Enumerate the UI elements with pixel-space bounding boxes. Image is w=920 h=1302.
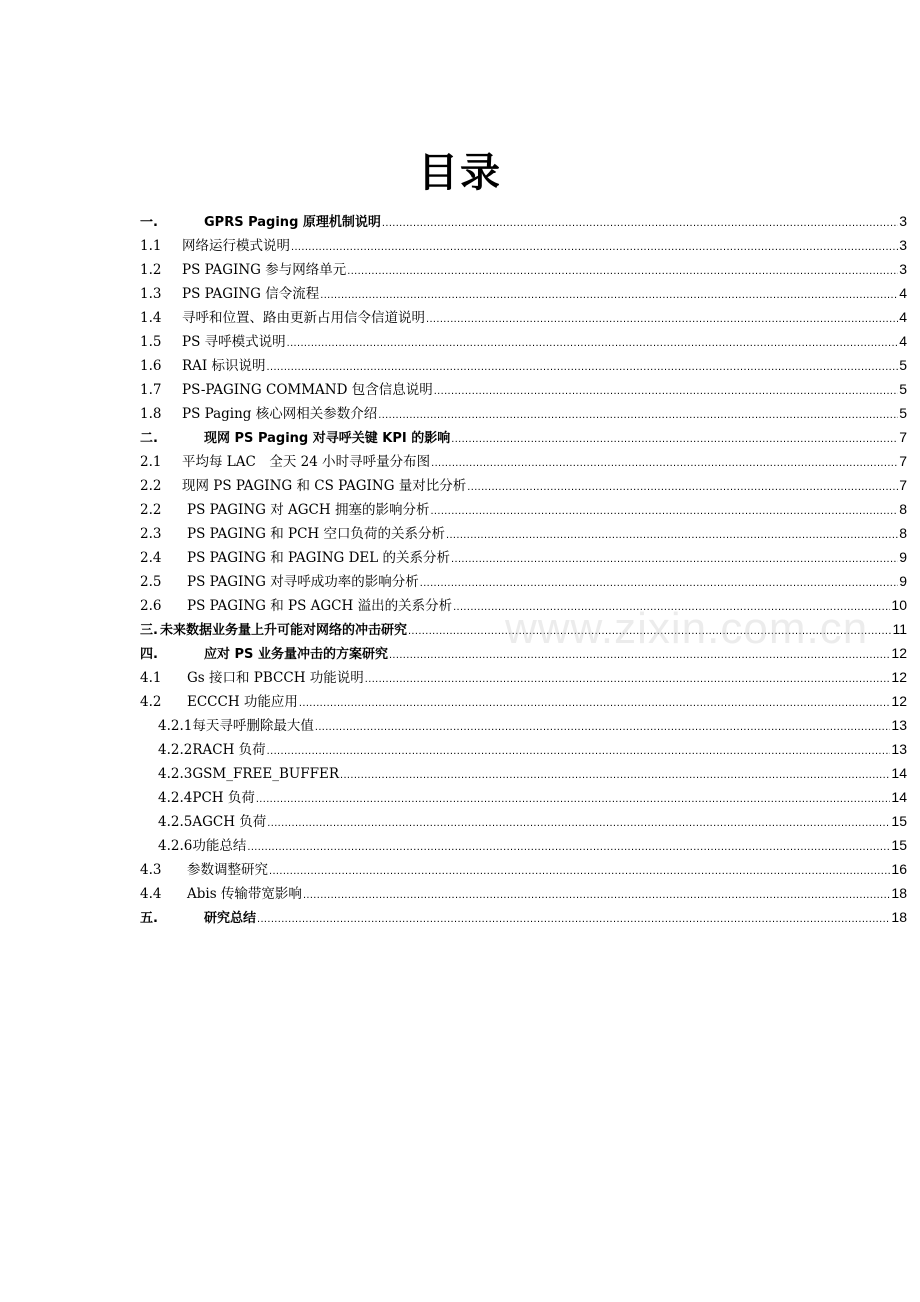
toc-entry-number: 2.6 xyxy=(140,598,162,614)
toc-entry-number: 4.4 xyxy=(140,886,162,902)
toc-entry-number: 五. xyxy=(140,911,158,926)
toc-entry-number: 4.2.6 xyxy=(158,838,193,854)
toc-entry-number: 4.2.4 xyxy=(158,790,193,806)
toc-entry-page: 4 xyxy=(899,309,907,325)
toc-entry[interactable] xyxy=(140,473,907,497)
toc-entry-page: 12 xyxy=(891,669,907,685)
toc-entry[interactable] xyxy=(140,233,907,257)
toc-dot-leader xyxy=(291,235,898,259)
toc-entry[interactable] xyxy=(140,449,907,473)
toc-entry-title: 现网 PS PAGING 和 CS PAGING 量对比分析 xyxy=(182,478,467,494)
toc-entry-page: 12 xyxy=(891,693,907,709)
toc-entry-number: 4.2 xyxy=(140,694,162,710)
toc-entry-page: 18 xyxy=(891,909,907,925)
toc-entry-page: 7 xyxy=(899,429,907,445)
toc-entry-title: GPRS Paging 原理机制说明 xyxy=(204,215,381,230)
toc-entry-number: 4.3 xyxy=(140,862,162,878)
toc-dot-leader xyxy=(303,883,890,907)
toc-dot-leader xyxy=(430,499,898,523)
toc-dot-leader xyxy=(434,379,898,403)
toc-entry-title: 功能总结 xyxy=(192,838,247,854)
table-of-contents xyxy=(140,209,907,929)
toc-entry[interactable] xyxy=(140,881,907,905)
toc-entry-number: 4.2.5 xyxy=(158,814,193,830)
toc-entry-page: 4 xyxy=(899,333,907,349)
toc-entry-number: 三. xyxy=(140,623,158,638)
toc-dot-leader xyxy=(365,667,891,691)
toc-entry-page: 5 xyxy=(899,357,907,373)
toc-entry-number: 2.4 xyxy=(140,550,162,566)
toc-dot-leader xyxy=(267,811,890,835)
toc-entry-page: 3 xyxy=(899,261,907,277)
toc-entry-number: 1.3 xyxy=(140,286,162,302)
toc-entry[interactable] xyxy=(140,257,907,281)
toc-dot-leader xyxy=(451,427,898,451)
toc-dot-leader xyxy=(420,571,898,595)
toc-entry[interactable] xyxy=(140,569,907,593)
toc-entry[interactable] xyxy=(140,281,907,305)
toc-entry-page: 12 xyxy=(891,645,907,661)
toc-dot-leader xyxy=(299,691,891,715)
toc-entry[interactable] xyxy=(140,857,907,881)
toc-dot-leader xyxy=(378,403,898,427)
toc-entry-title: 平均每 LAC 全天 24 小时寻呼量分布图 xyxy=(182,454,431,470)
toc-entry-title: PS Paging 核心网相关参数介绍 xyxy=(182,406,378,422)
toc-entry[interactable] xyxy=(140,713,907,737)
toc-dot-leader xyxy=(267,355,899,379)
toc-dot-leader xyxy=(256,787,891,811)
toc-entry[interactable] xyxy=(140,617,907,641)
toc-entry-number: 4.2.1 xyxy=(158,718,193,734)
toc-entry-title: PS PAGING 和 PS AGCH 溢出的关系分析 xyxy=(187,598,453,614)
toc-entry-page: 8 xyxy=(899,525,907,541)
toc-entry-title: 现网 PS Paging 对寻呼关键 KPI 的影响 xyxy=(204,431,451,446)
toc-entry[interactable] xyxy=(140,401,907,425)
toc-dot-leader xyxy=(408,619,891,643)
toc-entry-page: 4 xyxy=(899,285,907,301)
toc-entry-number: 1.4 xyxy=(140,310,162,326)
toc-entry-number: 4.2.2 xyxy=(158,742,193,758)
toc-entry-page: 9 xyxy=(899,573,907,589)
toc-entry-title: RACH 负荷 xyxy=(192,742,266,758)
toc-entry-page: 10 xyxy=(891,597,907,613)
toc-dot-leader xyxy=(340,763,890,787)
toc-entry-title: 研究总结 xyxy=(204,911,257,926)
toc-entry-number: 1.1 xyxy=(140,238,162,254)
toc-entry-title: 寻呼和位置、路由更新占用信令信道说明 xyxy=(182,310,425,326)
toc-entry[interactable] xyxy=(140,545,907,569)
toc-dot-leader xyxy=(467,475,898,499)
toc-entry-title: ECCCH 功能应用 xyxy=(187,694,298,710)
toc-entry[interactable] xyxy=(140,497,907,521)
toc-entry[interactable] xyxy=(140,641,907,665)
toc-entry-number: 4.2.3 xyxy=(158,766,193,782)
toc-entry-title: PCH 负荷 xyxy=(192,790,255,806)
toc-dot-leader xyxy=(453,595,890,619)
toc-entry-page: 7 xyxy=(899,453,907,469)
toc-dot-leader xyxy=(320,283,898,307)
toc-entry-number: 1.2 xyxy=(140,262,162,278)
toc-entry[interactable] xyxy=(140,305,907,329)
toc-entry-page: 8 xyxy=(899,501,907,517)
toc-entry-title: Gs 接口和 PBCCH 功能说明 xyxy=(187,670,364,686)
toc-entry-number: 2.3 xyxy=(140,526,162,542)
toc-entry-page: 18 xyxy=(891,885,907,901)
toc-dot-leader xyxy=(389,643,890,667)
toc-entry-number: 四. xyxy=(140,647,158,662)
toc-entry-page: 3 xyxy=(899,237,907,253)
toc-dot-leader xyxy=(287,331,899,355)
toc-entry[interactable] xyxy=(140,353,907,377)
toc-entry-number: 2.5 xyxy=(140,574,162,590)
toc-entry[interactable] xyxy=(140,209,907,233)
toc-entry-number: 1.5 xyxy=(140,334,162,350)
toc-dot-leader xyxy=(315,715,891,739)
toc-entry-title: PS PAGING 和 PCH 空口负荷的关系分析 xyxy=(187,526,445,542)
toc-entry-page: 16 xyxy=(891,861,907,877)
toc-dot-leader xyxy=(446,523,898,547)
toc-entry-number: 二. xyxy=(140,431,158,446)
toc-entry-page: 3 xyxy=(899,213,907,229)
toc-entry-title: PS PAGING 对 AGCH 拥塞的影响分析 xyxy=(187,502,430,518)
toc-entry-title: 参数调整研究 xyxy=(187,862,268,878)
toc-entry-title: PS PAGING 参与网络单元 xyxy=(182,262,347,278)
toc-dot-leader xyxy=(431,451,898,475)
toc-entry-page: 15 xyxy=(891,813,907,829)
toc-entry-page: 15 xyxy=(891,837,907,853)
toc-entry-number: 2.2 xyxy=(140,502,162,518)
toc-entry-number: 1.6 xyxy=(140,358,162,374)
toc-entry-page: 5 xyxy=(899,381,907,397)
toc-entry[interactable] xyxy=(140,809,907,833)
toc-entry[interactable] xyxy=(140,329,907,353)
toc-entry-title: PS PAGING 和 PAGING DEL 的关系分析 xyxy=(187,550,451,566)
toc-entry[interactable] xyxy=(140,785,907,809)
toc-entry-number: 4.1 xyxy=(140,670,162,686)
toc-entry[interactable] xyxy=(140,665,907,689)
toc-entry[interactable] xyxy=(140,425,907,449)
toc-dot-leader xyxy=(347,259,898,283)
toc-entry[interactable] xyxy=(140,377,907,401)
toc-dot-leader xyxy=(426,307,898,331)
toc-entry-title: PS PAGING 对寻呼成功率的影响分析 xyxy=(187,574,419,590)
toc-entry[interactable] xyxy=(140,761,907,785)
toc-entry-title: AGCH 负荷 xyxy=(192,814,267,830)
toc-entry[interactable] xyxy=(140,737,907,761)
toc-entry-page: 13 xyxy=(891,717,907,733)
toc-entry-page: 14 xyxy=(891,789,907,805)
toc-entry-title: 网络运行模式说明 xyxy=(182,238,290,254)
toc-entry-title: 每天寻呼删除最大值 xyxy=(192,718,314,734)
toc-entry-title: 未来数据业务量上升可能对网络的冲击研究 xyxy=(159,623,407,638)
toc-entry-title: PS PAGING 信令流程 xyxy=(182,286,320,302)
toc-entry-number: 2.1 xyxy=(140,454,162,470)
toc-dot-leader xyxy=(269,859,890,883)
toc-entry-title: RAI 标识说明 xyxy=(182,358,266,374)
toc-entry-title: PS 寻呼模式说明 xyxy=(182,334,286,350)
toc-entry[interactable] xyxy=(140,593,907,617)
page-title: 目录 xyxy=(418,150,502,196)
toc-dot-leader xyxy=(382,211,898,235)
toc-entry-title: GSM_FREE_BUFFER xyxy=(192,766,340,782)
toc-entry-number: 1.7 xyxy=(140,382,162,398)
toc-entry-number: 2.2 xyxy=(140,478,162,494)
toc-entry-page: 13 xyxy=(891,741,907,757)
toc-dot-leader xyxy=(247,835,890,859)
toc-entry-page: 11 xyxy=(892,621,907,637)
toc-entry-page: 9 xyxy=(899,549,907,565)
toc-entry-number: 1.8 xyxy=(140,406,162,422)
toc-entry-number: 一. xyxy=(140,215,158,230)
toc-entry[interactable] xyxy=(140,521,907,545)
toc-entry-title: PS-PAGING COMMAND 包含信息说明 xyxy=(182,382,433,398)
toc-entry-page: 5 xyxy=(899,405,907,421)
toc-entry[interactable] xyxy=(140,689,907,713)
toc-entry-title: 应对 PS 业务量冲击的方案研究 xyxy=(204,647,388,662)
toc-entry-page: 7 xyxy=(899,477,907,493)
toc-entry-title: Abis 传输带宽影响 xyxy=(187,886,302,902)
toc-dot-leader xyxy=(451,547,898,571)
toc-dot-leader xyxy=(257,907,890,931)
toc-dot-leader xyxy=(267,739,891,763)
watermark: www.zixin.com.cn xyxy=(505,604,869,653)
toc-entry[interactable] xyxy=(140,905,907,929)
toc-entry[interactable] xyxy=(140,833,907,857)
toc-entry-page: 14 xyxy=(891,765,907,781)
